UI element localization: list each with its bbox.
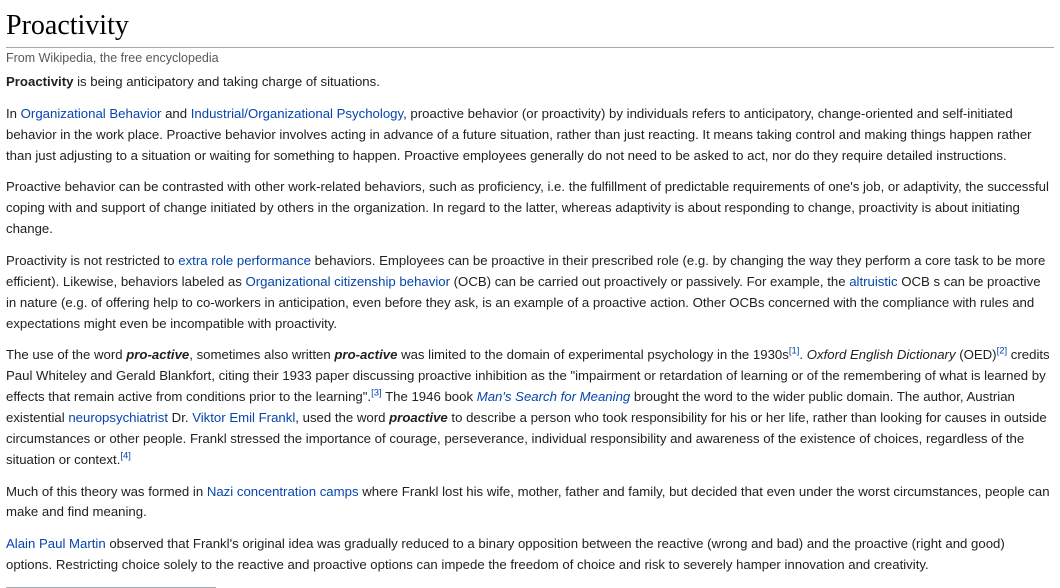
text-fragment: where Frankl lost his wife, mother, father and family, but decided that even under the worst circumstances, people can make and find meaning.: [6, 483, 1050, 520]
reference-link-1[interactable]: [1]: [788, 346, 800, 358]
reference-link-2[interactable]: [2]: [996, 346, 1008, 358]
paragraph-3: [6, 177, 1054, 240]
link-alain-paul-martin[interactable]: Alain Paul Martin: [6, 536, 106, 552]
site-subtitle: From Wikipedia, the free encyclopedia: [6, 51, 1054, 72]
page-title: Proactivity: [6, 8, 1054, 48]
reference-marker-1[interactable]: [789, 346, 800, 357]
link-viktor-emil-frankl[interactable]: Viktor Emil Frankl: [192, 410, 296, 426]
text-fragment: behaviors. Employees can be proactive in their prescribed role (e.g. by changing the way they perform a core task to be more efficient). Likewise, behaviors labeled as: [6, 253, 1046, 289]
title-oed: Oxford English Dictionary: [806, 347, 956, 363]
text-fragment: and: [161, 105, 191, 121]
text-fragment: (OED): [955, 347, 997, 363]
text-fragment: .: [799, 347, 807, 363]
emphasis-proactive: proactive: [389, 410, 448, 426]
text-fragment: The use of the word: [6, 347, 127, 363]
link-neuropsychiatrist[interactable]: neuropsychiatrist: [68, 410, 168, 426]
paragraph-4: [6, 251, 1054, 334]
reference-link-4[interactable]: [4]: [120, 450, 131, 462]
link-industrial-organizational-psychology[interactable]: Industrial/Organizational Psychology: [190, 105, 404, 121]
text-fragment: OCB s can be proactive in nature (e.g. of offering help to co-workers in anticipation, even before they ask, is an example of a proactive action. Other OCBs concerned with the compliance with rules and expectations might even be incompatible with proactivity.: [6, 273, 1041, 331]
text-fragment: In: [6, 105, 21, 121]
lead-text: is being anticipatory and taking charge of situations.: [73, 74, 380, 89]
text-fragment: The 1946 book: [381, 389, 477, 405]
text-fragment: credits Paul Whiteley and Gerald Blankfort, citing their 1933 paper discussing proactive inhibition as the "impairment or retardation of learning or of the remembering of what is learned by effects that remain active from conditions prior to the learning".: [6, 347, 1050, 405]
link-organizational-citizenship-behavior[interactable]: Organizational citizenship behavior: [245, 273, 450, 289]
text-fragment: , proactive behavior (or proactivity) by individuals refers to anticipatory, change-oriented and self-initiated behavior in the work place. Proactive behavior involves acting in advance of a future situation, rather than just reacting. It means taking control and making things happen rather than just adjusting to a situation or waiting for something to happen. Proactive employees generally do not need to be asked to act, nor do they require detailed instructions.: [6, 105, 1032, 163]
reference-marker-3[interactable]: [371, 388, 382, 399]
text-fragment: (OCB) can be carried out proactively or passively. For example, the: [450, 273, 850, 289]
text-fragment: Proactivity is not restricted to: [6, 253, 179, 269]
paragraph-5: [6, 345, 1054, 470]
link-organizational-behavior[interactable]: Organizational Behavior: [20, 105, 162, 121]
reference-link-3[interactable]: [3]: [371, 387, 382, 399]
text-fragment: to describe a person who took responsibility for his or her life, rather than looking for causes in outside circumstances or other people. Frankl stressed the importance of courage, perseverance, individual responsibility and awareness of the existence of choices, regardless of the situation or context.: [6, 410, 1047, 467]
paragraph-7: [6, 534, 1054, 576]
reference-marker-2[interactable]: [997, 346, 1008, 357]
text-fragment: , used the word: [295, 410, 390, 426]
paragraph-6: [6, 482, 1054, 524]
text-fragment: Proactive behavior can be contrasted with other work-related behaviors, such as proficiency, i.e. the fulfillment of predictable requirements of one's job, or adaptivity, the successful coping with and support of change initiated by others in the organization. In regard to the latter, whereas adaptivity is about responding to change, proactivity is about initiating change.: [6, 179, 1049, 237]
reference-marker-4[interactable]: [120, 450, 131, 461]
text-fragment: was limited to the domain of experimental psychology in the 1930s: [397, 347, 789, 363]
link-extra-role-performance[interactable]: extra role performance: [178, 253, 311, 269]
text-fragment: brought the word to the wider public domain. The author, Austrian existential: [6, 389, 1015, 426]
title-block: [0, 0, 1060, 72]
link-altruistic[interactable]: altruistic: [849, 273, 898, 289]
link-nazi-concentration-camps[interactable]: Nazi concentration camps: [206, 483, 359, 499]
paragraph-lead: [6, 72, 1054, 93]
text-fragment: , sometimes also written: [189, 347, 335, 363]
article-body: [0, 72, 1060, 576]
emphasis-pro-active: pro-active: [126, 347, 190, 363]
link-mans-search-for-meaning[interactable]: Man's Search for Meaning: [476, 389, 631, 405]
text-fragment: observed that Frankl's original idea was gradually reduced to a binary opposition between the reactive (wrong and bad) and the proactive (right and good) options. Restricting choice solely to the reactive and proactive options can impede the freedom of choice and risk to severely hamper innovation and creativity.: [6, 536, 1005, 573]
paragraph-2: [6, 104, 1054, 167]
emphasis-pro-active-alt: pro-active: [334, 347, 398, 363]
text-fragment: Much of this theory was formed in: [6, 483, 207, 499]
text-fragment: Dr.: [168, 410, 193, 426]
lead-term: Proactivity: [6, 74, 74, 89]
